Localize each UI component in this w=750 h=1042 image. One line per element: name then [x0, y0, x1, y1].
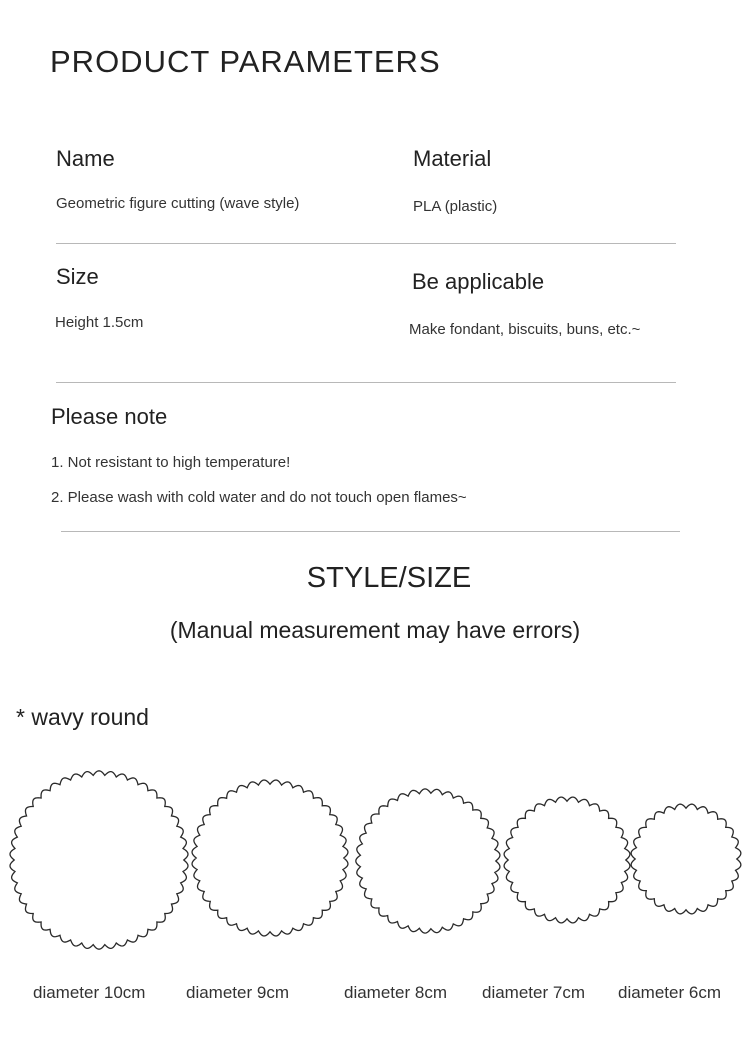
diameter-label: diameter 6cm: [618, 983, 721, 1002]
applicable-value: Make fondant, biscuits, buns, etc.~: [409, 321, 641, 338]
name-label: Name: [56, 146, 115, 171]
section-subtitle: (Manual measurement may have errors): [169, 617, 581, 643]
name-value: Geometric figure cutting (wave style): [56, 195, 300, 212]
wavy-circle-9cm: [192, 780, 348, 936]
applicable-label: Be applicable: [412, 269, 545, 294]
material-label: Material: [413, 146, 492, 171]
note-label: Please note: [51, 404, 168, 429]
wavy-circle-6cm: [631, 804, 741, 914]
wavy-round-shapes: [0, 760, 750, 960]
divider: [56, 243, 676, 244]
material-value: PLA (plastic): [413, 198, 498, 215]
divider: [56, 382, 676, 383]
diameter-label: diameter 7cm: [482, 983, 585, 1002]
wavy-circle-8cm: [356, 789, 500, 933]
diameter-label: diameter 10cm: [33, 983, 146, 1002]
page-title: PRODUCT PARAMETERS: [50, 44, 441, 79]
divider: [61, 531, 680, 532]
wavy-circle-7cm: [504, 797, 630, 923]
section-title: STYLE/SIZE: [306, 562, 472, 594]
diameter-label: diameter 9cm: [186, 983, 289, 1002]
diameter-label: diameter 8cm: [344, 983, 447, 1002]
size-value: Height 1.5cm: [55, 314, 144, 331]
size-label: Size: [56, 264, 99, 289]
shape-label: * wavy round: [16, 704, 149, 730]
wavy-circle-10cm: [10, 771, 188, 949]
note-item: 2. Please wash with cold water and do not touch open flames~: [51, 489, 467, 506]
note-item: 1. Not resistant to high temperature!: [51, 454, 291, 471]
